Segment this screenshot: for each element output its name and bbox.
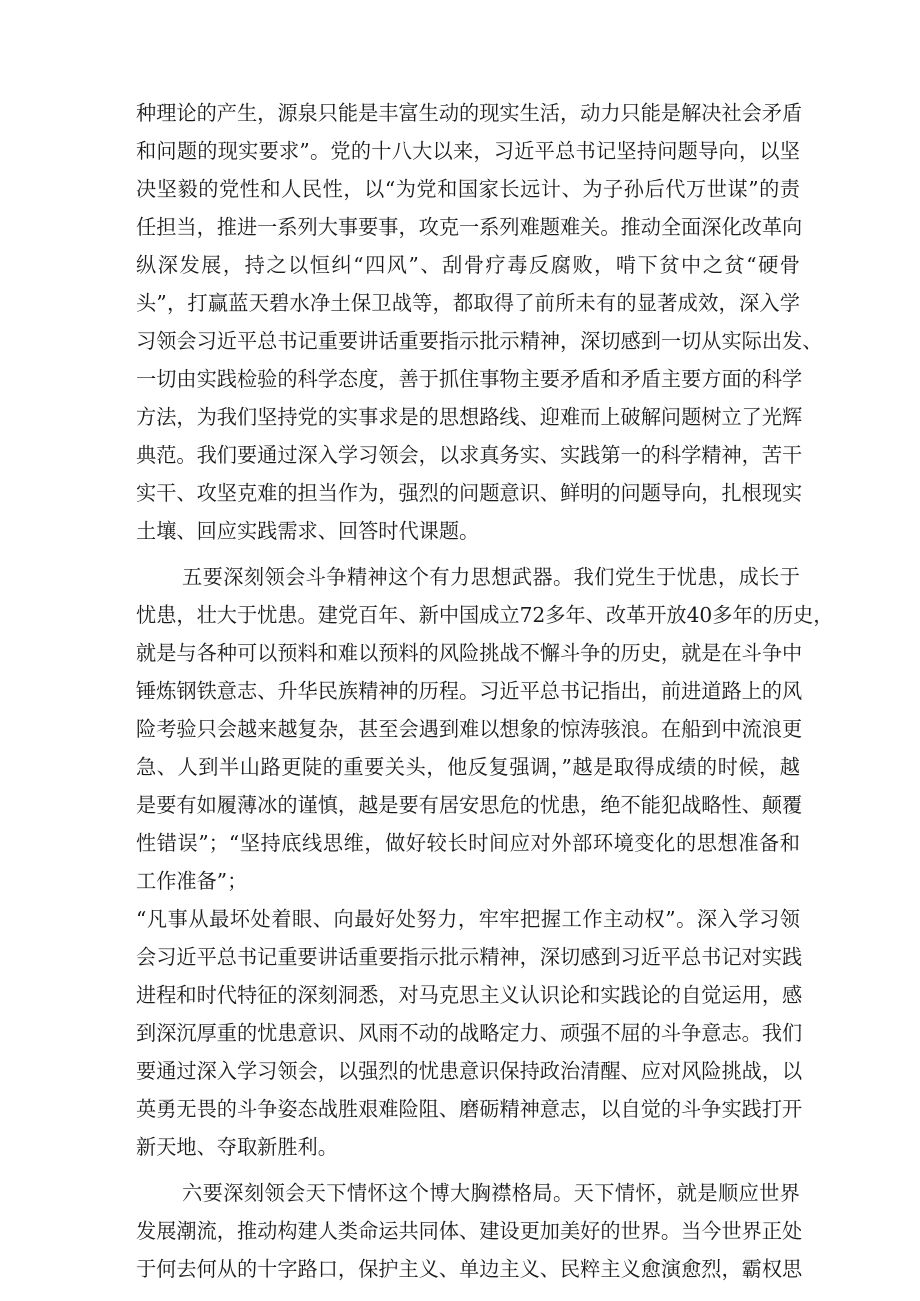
text-line: 于何去何从的十字路口，保护主义、单边主义、民粹主义愈演愈烈，霸权思 <box>136 1257 803 1281</box>
text-line: 发展潮流，推动构建人类命运共同体、建设更加美好的世界。当今世界正处 <box>136 1219 803 1243</box>
text-line: 就是与各种可以预料和难以预料的风险挑战不懈斗争的历史，就是在斗争中 <box>136 641 803 665</box>
text-line: 锤炼钢铁意志、升华民族精神的历程。习近平总书记指出，前进道路上的风 <box>136 679 803 703</box>
text-line: 典范。我们要通过深入学习领会，以求真务实、实践第一的科学精神，苦干 <box>136 443 803 467</box>
text-line: 任担当，推进一系列大事要事，攻克一系列难题难关。推动全面深化改革向 <box>136 215 803 239</box>
text-line: 方法，为我们坚持党的实事求是的思想路线、迎难而上破解问题树立了光辉 <box>136 405 803 429</box>
text-line: 险考验只会越来越复杂，甚至会遇到难以想象的惊涛骇浪。在船到中流浪更 <box>136 717 803 741</box>
text-line: 会习近平总书记重要讲话重要指示批示精神，深切感到习近平总书记对实践 <box>136 945 803 969</box>
text-line: 是要有如履薄冰的谨慎，越是要有居安思危的忧患，绝不能犯战略性、颠覆 <box>136 793 803 817</box>
text-line: 纵深发展，持之以恒纠“四风”、刮骨疗毒反腐败，啃下贫中之贫“硬骨 <box>136 253 800 277</box>
text-line: 到深沉厚重的忧患意识、风雨不动的战略定力、顽强不屈的斗争意志。我们 <box>136 1021 803 1045</box>
paragraph-start-line: 五要深刻领会斗争精神这个有力思想武器。我们党生于忧患，成长于 <box>182 565 800 589</box>
text-line: 种理论的产生，源泉只能是丰富生动的现实生活，动力只能是解决社会矛盾 <box>136 101 803 125</box>
text-line: 要通过深入学习领会，以强烈的忧患意识保持政治清醒、应对风险挑战，以 <box>136 1059 803 1083</box>
text-line: 工作准备”； <box>136 869 248 893</box>
text-line: 新天地、夺取新胜利。 <box>136 1135 338 1159</box>
text-line: 性错误”；“坚持底线思维，做好较长时间应对外部环境变化的思想准备和 <box>136 831 800 855</box>
text-line: 习领会习近平总书记重要讲话重要指示批示精神，深切感到一切从实际出发、 <box>136 329 823 353</box>
paragraph-start-line: 六要深刻领会天下情怀这个博大胸襟格局。天下情怀，就是顺应世界 <box>182 1181 800 1205</box>
text-line: 进程和时代特征的深刻洞悉，对马克思主义认识论和实践论的自觉运用，感 <box>136 983 803 1007</box>
text-line: 和问题的现实要求”。党的十八大以来，习近平总书记坚持问题导向，以坚 <box>136 139 800 163</box>
text-line: 英勇无畏的斗争姿态战胜艰难险阻、磨砺精神意志，以自觉的斗争实践打开 <box>136 1097 803 1121</box>
text-line: 土壤、回应实践需求、回答时代课题。 <box>136 519 480 543</box>
text-line: 忧患，壮大于忧患。建党百年、新中国成立72多年、改革开放40多年的历史， <box>136 603 834 627</box>
text-line: 实干、攻坚克难的担当作为，强烈的问题意识、鲜明的问题导向，扎根现实 <box>136 481 803 505</box>
text-line: 急、人到半山路更陡的重要关头，他反复强调，”越是取得成绩的时候，越 <box>136 755 800 779</box>
text-line: 决坚毅的党性和人民性，以“为党和国家长远计、为子孙后代万世谋”的责 <box>136 177 800 201</box>
text-line: 一切由实践检验的科学态度，善于抓住事物主要矛盾和矛盾主要方面的科学 <box>136 367 803 391</box>
text-line: “凡事从最坏处着眼、向最好处努力，牢牢把握工作主动权”。深入学习领 <box>136 907 800 931</box>
text-line: 头”，打赢蓝天碧水净土保卫战等，都取得了前所未有的显著成效，深入学 <box>136 291 800 315</box>
